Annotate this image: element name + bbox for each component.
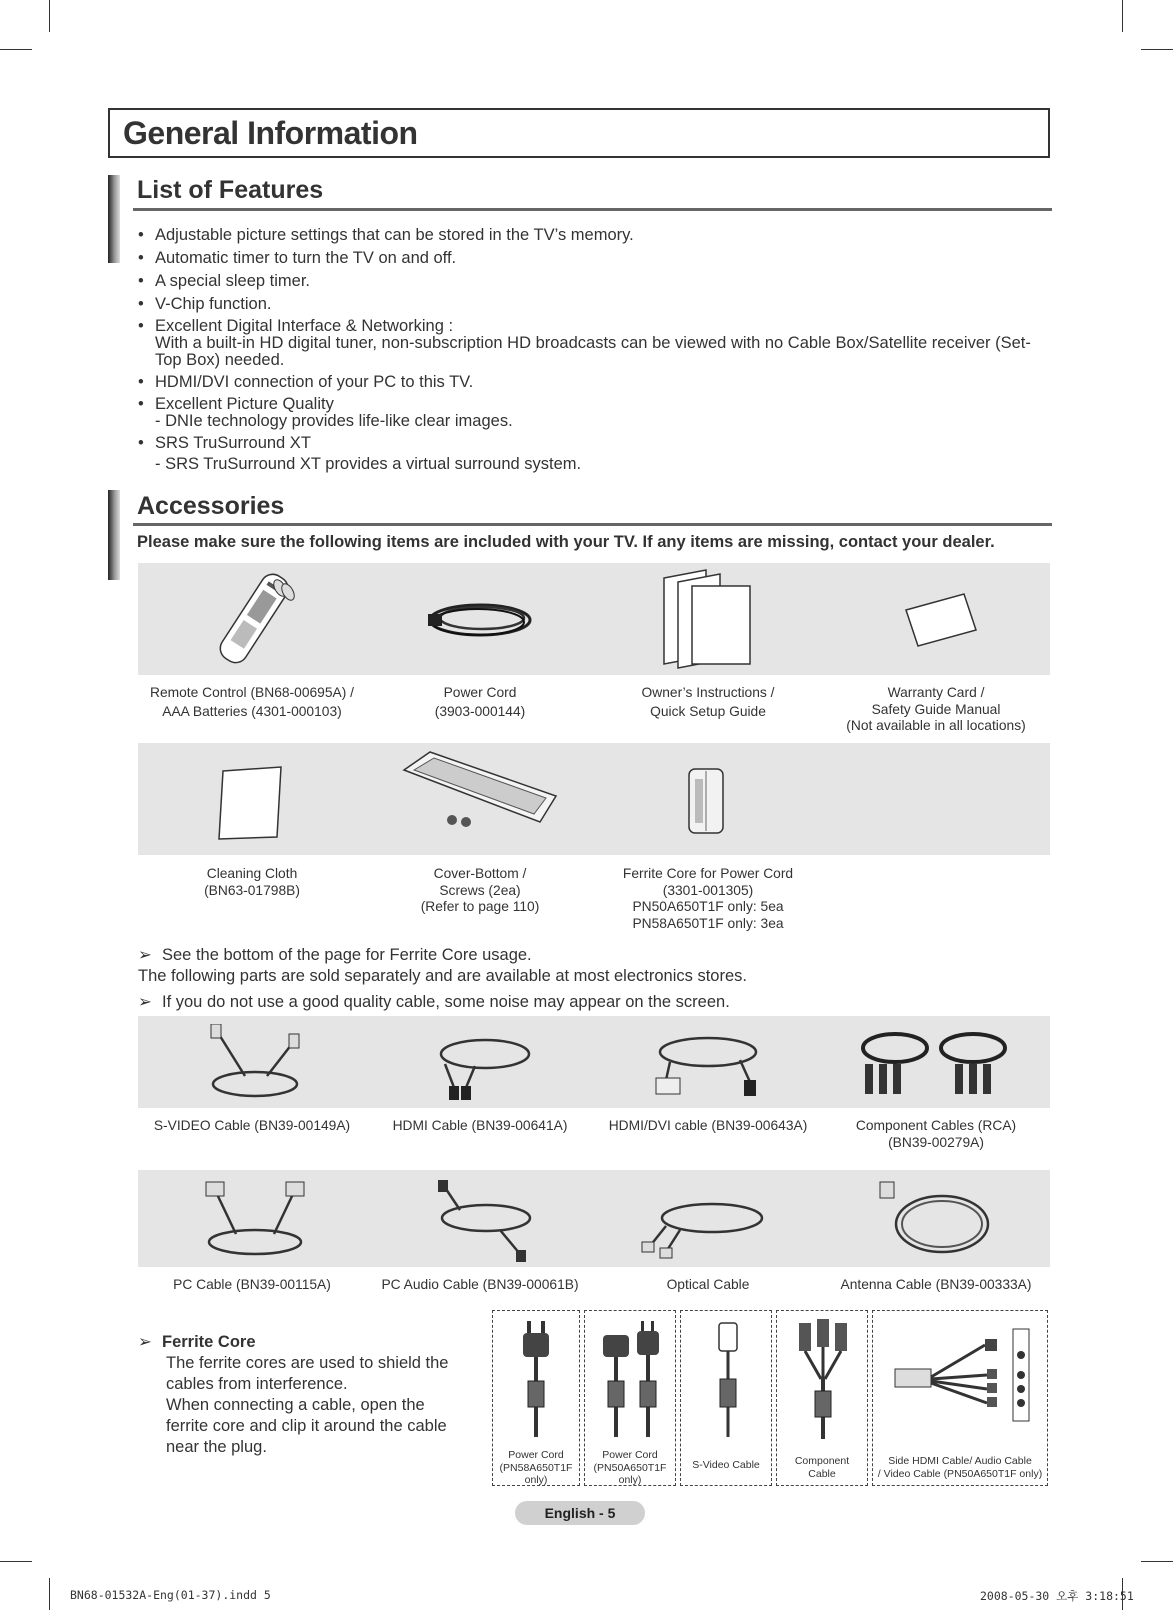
remote-control-icon xyxy=(195,568,315,670)
caption: Warranty Card / Safety Guide Manual (Not available in all locations) xyxy=(846,685,1026,733)
section-bar xyxy=(108,175,120,263)
feature-item: • V-Chip function. xyxy=(138,295,272,313)
feature-item: • SRS TruSurround XT - SRS TruSurround XT provides a virtual surround system. xyxy=(138,434,582,473)
ferrite-diagram-box: Side HDMI Cable/ Audio Cable / Video Cable (PN50A650T1F only) xyxy=(872,1310,1048,1486)
hdmi-dvi-cable-icon xyxy=(650,1024,766,1102)
feature-item: • Excellent Digital Interface & Networking : With a built-in HD digital tuner, non-subscription HD broadcasts can be viewed with no Cable Box/Satellite receiver (Set- Top Box) needed. xyxy=(138,317,1031,369)
caption: Power Cord (3903-000144) xyxy=(434,685,526,719)
crop-mark xyxy=(49,0,50,32)
caption: HDMI/DVI cable (BN39-00643A) xyxy=(608,1118,808,1133)
note-ferrite: ➢ See the bottom of the page for Ferrite Core usage. xyxy=(138,946,532,964)
power-cord-icon xyxy=(420,590,540,650)
accessories-heading: Accessories xyxy=(137,492,285,520)
power-plug-icon xyxy=(517,1319,557,1439)
caption: Cover-Bottom / Screws (2ea) (Refer to page 110) xyxy=(420,866,540,914)
component-cable-icon xyxy=(855,1020,1015,1104)
ferrite-diagram-box: Component Cable xyxy=(776,1310,868,1486)
page-title: General Information xyxy=(123,115,418,151)
cleaning-cloth-icon xyxy=(215,765,285,841)
features-heading: List of Features xyxy=(137,176,324,204)
footer-timestamp: 2008-05-30 오후 3:18:51 xyxy=(980,1589,1134,1603)
caption: Ferrite Core for Power Cord (3301-001305) PN50A650T1F only: 5ea PN58A650T1F only: 3ea xyxy=(622,866,794,931)
accessories-intro: Please make sure the following items are included with your TV. If any items are missing, contact your dealer. xyxy=(137,533,995,551)
caption: Antenna Cable (BN39-00333A) xyxy=(840,1277,1032,1292)
section-rule xyxy=(133,208,1052,211)
page-number-badge: English - 5 xyxy=(515,1501,645,1525)
feature-item: • Automatic timer to turn the TV on and off. xyxy=(138,249,457,267)
note-cable: ➢ If you do not use a good quality cable, some noise may appear on the screen. xyxy=(138,993,730,1011)
cover-bottom-icon xyxy=(400,740,560,832)
manual-booklet-icon xyxy=(660,568,756,670)
section-rule xyxy=(133,523,1052,526)
caption: HDMI Cable (BN39-00641A) xyxy=(392,1118,568,1133)
feature-item: • Excellent Picture Quality - DNIe technology provides life-like clear images. xyxy=(138,395,513,430)
svideo-cable-icon xyxy=(205,1024,305,1102)
crop-mark xyxy=(1141,1561,1173,1562)
optical-cable-icon xyxy=(640,1180,770,1262)
pc-cable-icon xyxy=(200,1180,310,1262)
crop-mark xyxy=(0,49,32,50)
caption: PC Audio Cable (BN39-00061B) xyxy=(381,1277,579,1292)
caption: Remote Control (BN68-00695A) / AAA Batteries (4301-000103) xyxy=(150,685,354,719)
ferrite-core-icon xyxy=(683,765,729,837)
crop-mark xyxy=(49,1578,50,1610)
feature-item: • HDMI/DVI connection of your PC to this TV. xyxy=(138,373,474,391)
ferrite-heading: Ferrite Core xyxy=(162,1333,256,1351)
hdmi-cable-icon xyxy=(425,1024,535,1102)
caption: Cleaning Cloth (BN63-01798B) xyxy=(204,866,300,898)
antenna-cable-icon xyxy=(878,1180,998,1262)
caption: Component Cables (RCA) (BN39-00279A) xyxy=(855,1118,1017,1150)
page-title-box xyxy=(108,108,1050,158)
pc-audio-cable-icon xyxy=(430,1180,540,1262)
caption: S-VIDEO Cable (BN39-00149A) xyxy=(153,1118,351,1133)
power-plug-icon xyxy=(595,1319,667,1439)
crop-mark xyxy=(1141,49,1173,50)
feature-item: • Adjustable picture settings that can be stored in the TV’s memory. xyxy=(138,226,634,244)
crop-mark xyxy=(0,1561,32,1562)
warranty-card-icon xyxy=(900,590,980,650)
section-bar xyxy=(108,490,120,580)
ferrite-diagram-box: S-Video Cable xyxy=(680,1310,772,1486)
sold-separately-text: The following parts are sold separately and are available at most electronics stores. xyxy=(138,967,747,985)
footer-file-info: BN68-01532A-Eng(01-37).indd 5 xyxy=(70,1588,271,1602)
crop-mark xyxy=(1122,0,1123,32)
side-av-cable-icon xyxy=(891,1325,1041,1435)
svideo-plug-icon xyxy=(713,1319,743,1439)
ferrite-diagram-box: Power Cord (PN58A650T1F only) xyxy=(492,1310,580,1486)
caption: Optical Cable xyxy=(666,1277,750,1292)
ferrite-diagram-box: Power Cord (PN50A650T1F only) xyxy=(584,1310,676,1486)
caption: PC Cable (BN39-00115A) xyxy=(173,1277,331,1292)
caption: Owner’s Instructions / Quick Setup Guide xyxy=(641,685,775,719)
feature-item: • A special sleep timer. xyxy=(138,272,310,290)
ferrite-core-section: ➢ Ferrite Core The ferrite cores are used to shield the cables from interference. When connecting a cable, open the ferrite core and clip it around the cable near the plug. xyxy=(138,1333,449,1456)
component-plug-icon xyxy=(793,1317,853,1441)
